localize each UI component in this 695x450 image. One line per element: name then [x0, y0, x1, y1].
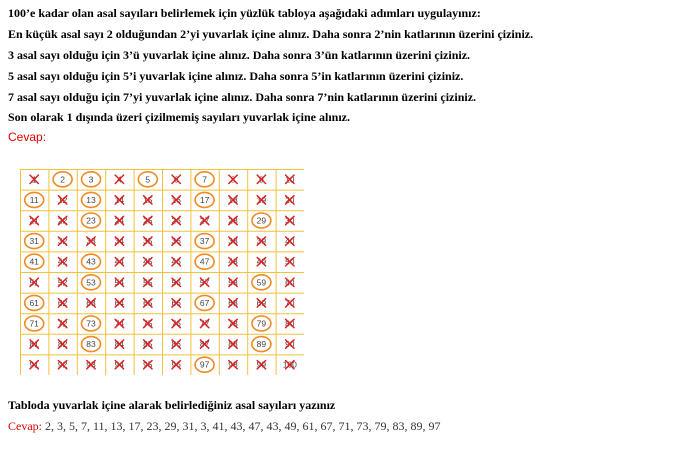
table-cell-22 [58, 216, 68, 226]
cell-number: 68 [228, 297, 238, 308]
table-cell-93 [86, 360, 96, 370]
table-cell-85 [143, 339, 153, 349]
cell-number: 35 [143, 236, 153, 247]
cell-number: 71 [29, 318, 39, 329]
table-cell-10 [285, 174, 295, 184]
cell-number: 47 [199, 256, 210, 267]
cell-number: 99 [256, 359, 267, 370]
table-cell-42 [58, 257, 68, 267]
cell-number: 69 [256, 297, 267, 308]
table-cell-74 [115, 319, 125, 329]
cell-number: 60 [285, 277, 295, 288]
table-cell-65 [143, 298, 153, 308]
cell-number: 58 [228, 277, 238, 288]
cell-number: 51 [29, 277, 39, 288]
cell-number: 92 [57, 359, 68, 370]
step-3: 5 asal sayı olduğu için 5’i yuvarlak içine alınız. Daha sonra 5’in katlarının üzerini çiziniz. [8, 69, 464, 83]
cell-number: 11 [29, 194, 39, 205]
cell-number: 10 [285, 174, 295, 185]
cell-number: 43 [86, 256, 96, 267]
cell-number: 67 [199, 297, 210, 308]
table-cell-72 [58, 319, 68, 329]
table-cell-100 [283, 360, 297, 370]
table-cell-30 [285, 216, 295, 226]
cell-number: 77 [199, 318, 210, 329]
cell-number: 36 [171, 236, 181, 247]
table-cell-92 [58, 360, 68, 370]
cell-number: 32 [57, 236, 68, 247]
cell-number: 88 [228, 339, 238, 350]
table-cell-63 [86, 298, 96, 308]
cell-number: 24 [114, 215, 125, 226]
table-cell-32 [58, 236, 68, 246]
table-cell-12 [58, 195, 68, 205]
cell-number: 66 [171, 297, 181, 308]
answer-line [8, 419, 441, 433]
table-cell-20 [285, 195, 295, 205]
table-cell-15 [143, 195, 153, 205]
cell-number: 64 [114, 297, 125, 308]
cell-number: 94 [114, 359, 125, 370]
cell-number: 41 [29, 256, 39, 267]
table-cell-51 [29, 277, 39, 287]
cell-number: 44 [114, 256, 125, 267]
cell-number: 85 [143, 339, 153, 350]
cell-number: 62 [57, 297, 68, 308]
cell-number: 39 [256, 236, 267, 247]
cell-number: 93 [86, 359, 96, 370]
table-cell-70 [285, 298, 295, 308]
table-cell-39 [257, 236, 267, 246]
cell-number: 22 [57, 215, 68, 226]
cell-number: 33 [86, 236, 96, 247]
table-cell-75 [143, 319, 153, 329]
cell-number: 20 [285, 194, 295, 205]
cell-number: 21 [29, 215, 39, 226]
cell-number: 25 [143, 215, 153, 226]
table-cell-69 [257, 298, 267, 308]
cell-number: 19 [256, 194, 267, 205]
table-cell-27 [200, 216, 210, 226]
table-cell-19 [257, 195, 267, 205]
cell-number: 56 [171, 277, 181, 288]
table-cell-86 [171, 339, 181, 349]
hundred-table [20, 169, 304, 375]
table-cell-14 [115, 195, 125, 205]
cell-number: 4 [117, 174, 122, 185]
cell-number: 87 [199, 339, 210, 350]
cell-number: 61 [29, 297, 39, 308]
table-cell-38 [228, 236, 238, 246]
table-cell-35 [143, 236, 153, 246]
cell-number: 31 [29, 236, 39, 247]
cell-number: 8 [230, 174, 236, 185]
cell-number: 57 [199, 277, 210, 288]
table-cell-68 [228, 298, 238, 308]
cell-number: 73 [86, 318, 96, 329]
table-cell-52 [58, 277, 68, 287]
cell-number: 7 [202, 174, 207, 185]
cell-number: 48 [228, 256, 238, 267]
table-cell-81 [29, 339, 39, 349]
answer-text: 2, 3, 5, 7, 11, 13, 17, 23, 29, 31, 3, 41, 43, 47, 43, 49, 61, 67, 71, 73, 79, 83, 89, 97 [42, 419, 441, 433]
cell-number: 72 [57, 318, 68, 329]
table-cell-88 [228, 339, 238, 349]
cell-number: 27 [199, 215, 210, 226]
cell-number: 16 [171, 194, 181, 205]
cell-number: 55 [143, 277, 153, 288]
cell-number: 96 [171, 359, 181, 370]
table-cell-82 [58, 339, 68, 349]
cell-number: 80 [285, 318, 295, 329]
table-cell-98 [228, 360, 238, 370]
cell-number: 63 [86, 297, 96, 308]
table-cell-54 [115, 277, 125, 287]
table-cell-46 [171, 257, 181, 267]
instructions-title: 100’e kadar olan asal sayıları belirlemek için yüzlük tabloya aşağıdaki adımları uygulayınız: [8, 6, 481, 20]
cevap-label-top: Cevap: [8, 130, 47, 144]
table-cell-18 [228, 195, 238, 205]
step-2: 3 asal sayı olduğu için 3’ü yuvarlak içine alınız. Daha sonra 3’ün katlarının üzerini çiziniz. [8, 48, 471, 62]
table-cell-58 [228, 277, 238, 287]
cell-number: 3 [88, 174, 94, 185]
cell-number: 37 [199, 236, 210, 247]
table-cell-16 [171, 195, 181, 205]
cell-number: 23 [86, 215, 96, 226]
cell-number: 28 [228, 215, 238, 226]
cell-number: 98 [228, 359, 238, 370]
table-cell-44 [115, 257, 125, 267]
table-cell-95 [143, 360, 153, 370]
cell-number: 52 [57, 277, 68, 288]
cell-number: 65 [143, 297, 153, 308]
cell-number: 79 [256, 318, 267, 329]
table-cell-64 [115, 298, 125, 308]
table-cell-62 [58, 298, 68, 308]
cell-number: 95 [143, 359, 153, 370]
cell-number: 74 [114, 318, 125, 329]
cell-number: 12 [57, 194, 68, 205]
cell-number: 6 [173, 174, 179, 185]
cell-number: 13 [86, 194, 96, 205]
cell-number: 83 [86, 339, 96, 350]
cell-number: 54 [114, 277, 125, 288]
cell-number: 50 [285, 256, 295, 267]
cell-number: 75 [143, 318, 153, 329]
table-cell-36 [171, 236, 181, 246]
cell-number: 40 [285, 236, 295, 247]
cell-number: 76 [171, 318, 181, 329]
table-cell-56 [171, 277, 181, 287]
cell-number: 70 [285, 297, 295, 308]
cell-number: 18 [228, 194, 238, 205]
table-cell-26 [171, 216, 181, 226]
table-cell-28 [228, 216, 238, 226]
cell-number: 38 [228, 236, 238, 247]
cell-number: 86 [171, 339, 181, 350]
table-cell-34 [115, 236, 125, 246]
table-cell-78 [228, 319, 238, 329]
cell-number: 49 [256, 256, 267, 267]
cell-number: 45 [143, 256, 153, 267]
table-cell-57 [200, 277, 210, 287]
cell-number: 91 [29, 359, 39, 370]
cell-number: 29 [256, 215, 267, 226]
table-cell-49 [257, 257, 267, 267]
cell-number: 53 [86, 277, 96, 288]
question-text: Tabloda yuvarlak içine alarak belirlediğiniz asal sayıları yazınız [8, 398, 336, 412]
cell-number: 1 [31, 174, 37, 185]
table-cell-48 [228, 257, 238, 267]
table-cell-21 [29, 216, 39, 226]
table-cell-66 [171, 298, 181, 308]
table-cell-84 [115, 339, 125, 349]
cell-number: 59 [256, 277, 267, 288]
table-cell-90 [285, 339, 295, 349]
cell-number: 97 [199, 359, 210, 370]
table-cell-99 [257, 360, 267, 370]
table-cell-96 [171, 360, 181, 370]
cell-number: 90 [285, 339, 295, 350]
table-cell-94 [115, 360, 125, 370]
step-5: Son olarak 1 dışında üzeri çizilmemiş sayıları yuvarlak içine alınız. [8, 110, 351, 124]
cell-number: 42 [57, 256, 68, 267]
cell-number: 15 [143, 194, 153, 205]
table-cell-80 [285, 319, 295, 329]
cell-number: 14 [114, 194, 125, 205]
table-cell-25 [143, 216, 153, 226]
cell-number: 2 [60, 174, 65, 185]
table-cell-40 [285, 236, 295, 246]
cell-number: 34 [114, 236, 125, 247]
table-cell-50 [285, 257, 295, 267]
table-cell-24 [115, 216, 125, 226]
table-cell-60 [285, 277, 295, 287]
cell-number: 9 [259, 174, 264, 185]
cell-number: 82 [57, 339, 68, 350]
cell-number: 17 [199, 194, 210, 205]
table-cell-55 [143, 277, 153, 287]
table-cell-45 [143, 257, 153, 267]
step-4: 7 asal sayı olduğu için 7’yi yuvarlak içine alınız. Daha sonra 7’nin katlarının üzerini çiziniz. [8, 90, 477, 104]
step-1: En küçük asal sayı 2 olduğundan 2’yi yuvarlak içine alınız. Daha sonra 2’nin katlarının üzerini çiziniz. [8, 27, 534, 41]
cell-number: 5 [145, 174, 151, 185]
cell-number: 26 [171, 215, 181, 226]
table-cell-77 [200, 319, 210, 329]
cell-number: 46 [171, 256, 181, 267]
table-cell-91 [29, 360, 39, 370]
table-cell-76 [171, 319, 181, 329]
cell-number: 30 [285, 215, 295, 226]
cevap-label-answer: Cevap: [8, 419, 42, 433]
table-cell-33 [86, 236, 96, 246]
cell-number: 100 [282, 359, 297, 370]
cell-number: 78 [228, 318, 238, 329]
table-cell-87 [200, 339, 210, 349]
cell-number: 84 [114, 339, 125, 350]
cell-number: 89 [256, 339, 267, 350]
cell-number: 81 [29, 339, 39, 350]
